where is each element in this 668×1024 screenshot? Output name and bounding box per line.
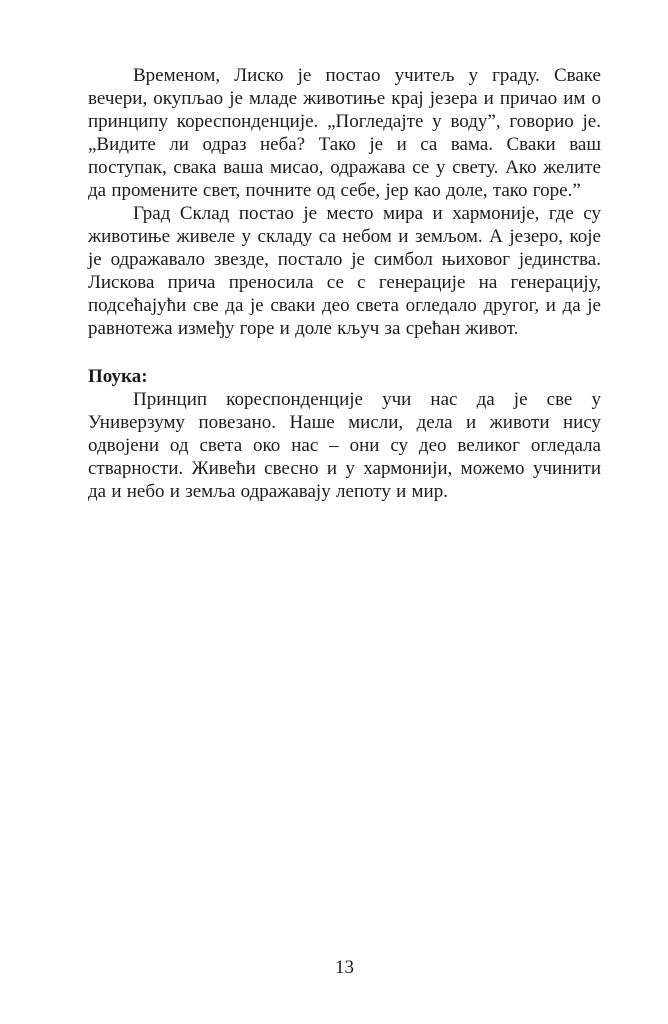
story-paragraph-1: Временом, Лиско је постао учитељ у граду. Сваке вечери, окупљао је младе животиње крај језера и причао им о принципу кореспонденције. „Погледајте у воду”, говорио је. „Видите ли одраз неба? Тако је и са вама. Сваки ваш поступак, свака ваша мисао, одражава се у свету. Ако желите да промените свет, почните од себе, јер као доле, тако горе.” bbox=[88, 65, 601, 201]
moral-heading: Поука: bbox=[88, 366, 148, 387]
page-body bbox=[88, 64, 601, 503]
page-number: 13 bbox=[335, 957, 354, 978]
moral-paragraph: Принцип кореспонденције учи нас да је све у Универзуму повезано. Наше мисли, дела и животи нису одвојени од света око нас – они су део великог огледала стварности. Живећи свесно и у хармонији, можемо учинити да и небо и земља одражавају лепоту и мир. bbox=[88, 389, 601, 502]
story-paragraph-2: Град Склад постао је место мира и хармоније, где су животиње живеле у складу са небом и земљом. А језеро, које је одражавало звезде, постало је симбол њиховог јединства. Лискова прича преносила се с генерације на генерацију, подсећајући све да је сваки део света огледало другог, и да је равнотежа између горе и доле кључ за срећан живот. bbox=[88, 203, 601, 339]
